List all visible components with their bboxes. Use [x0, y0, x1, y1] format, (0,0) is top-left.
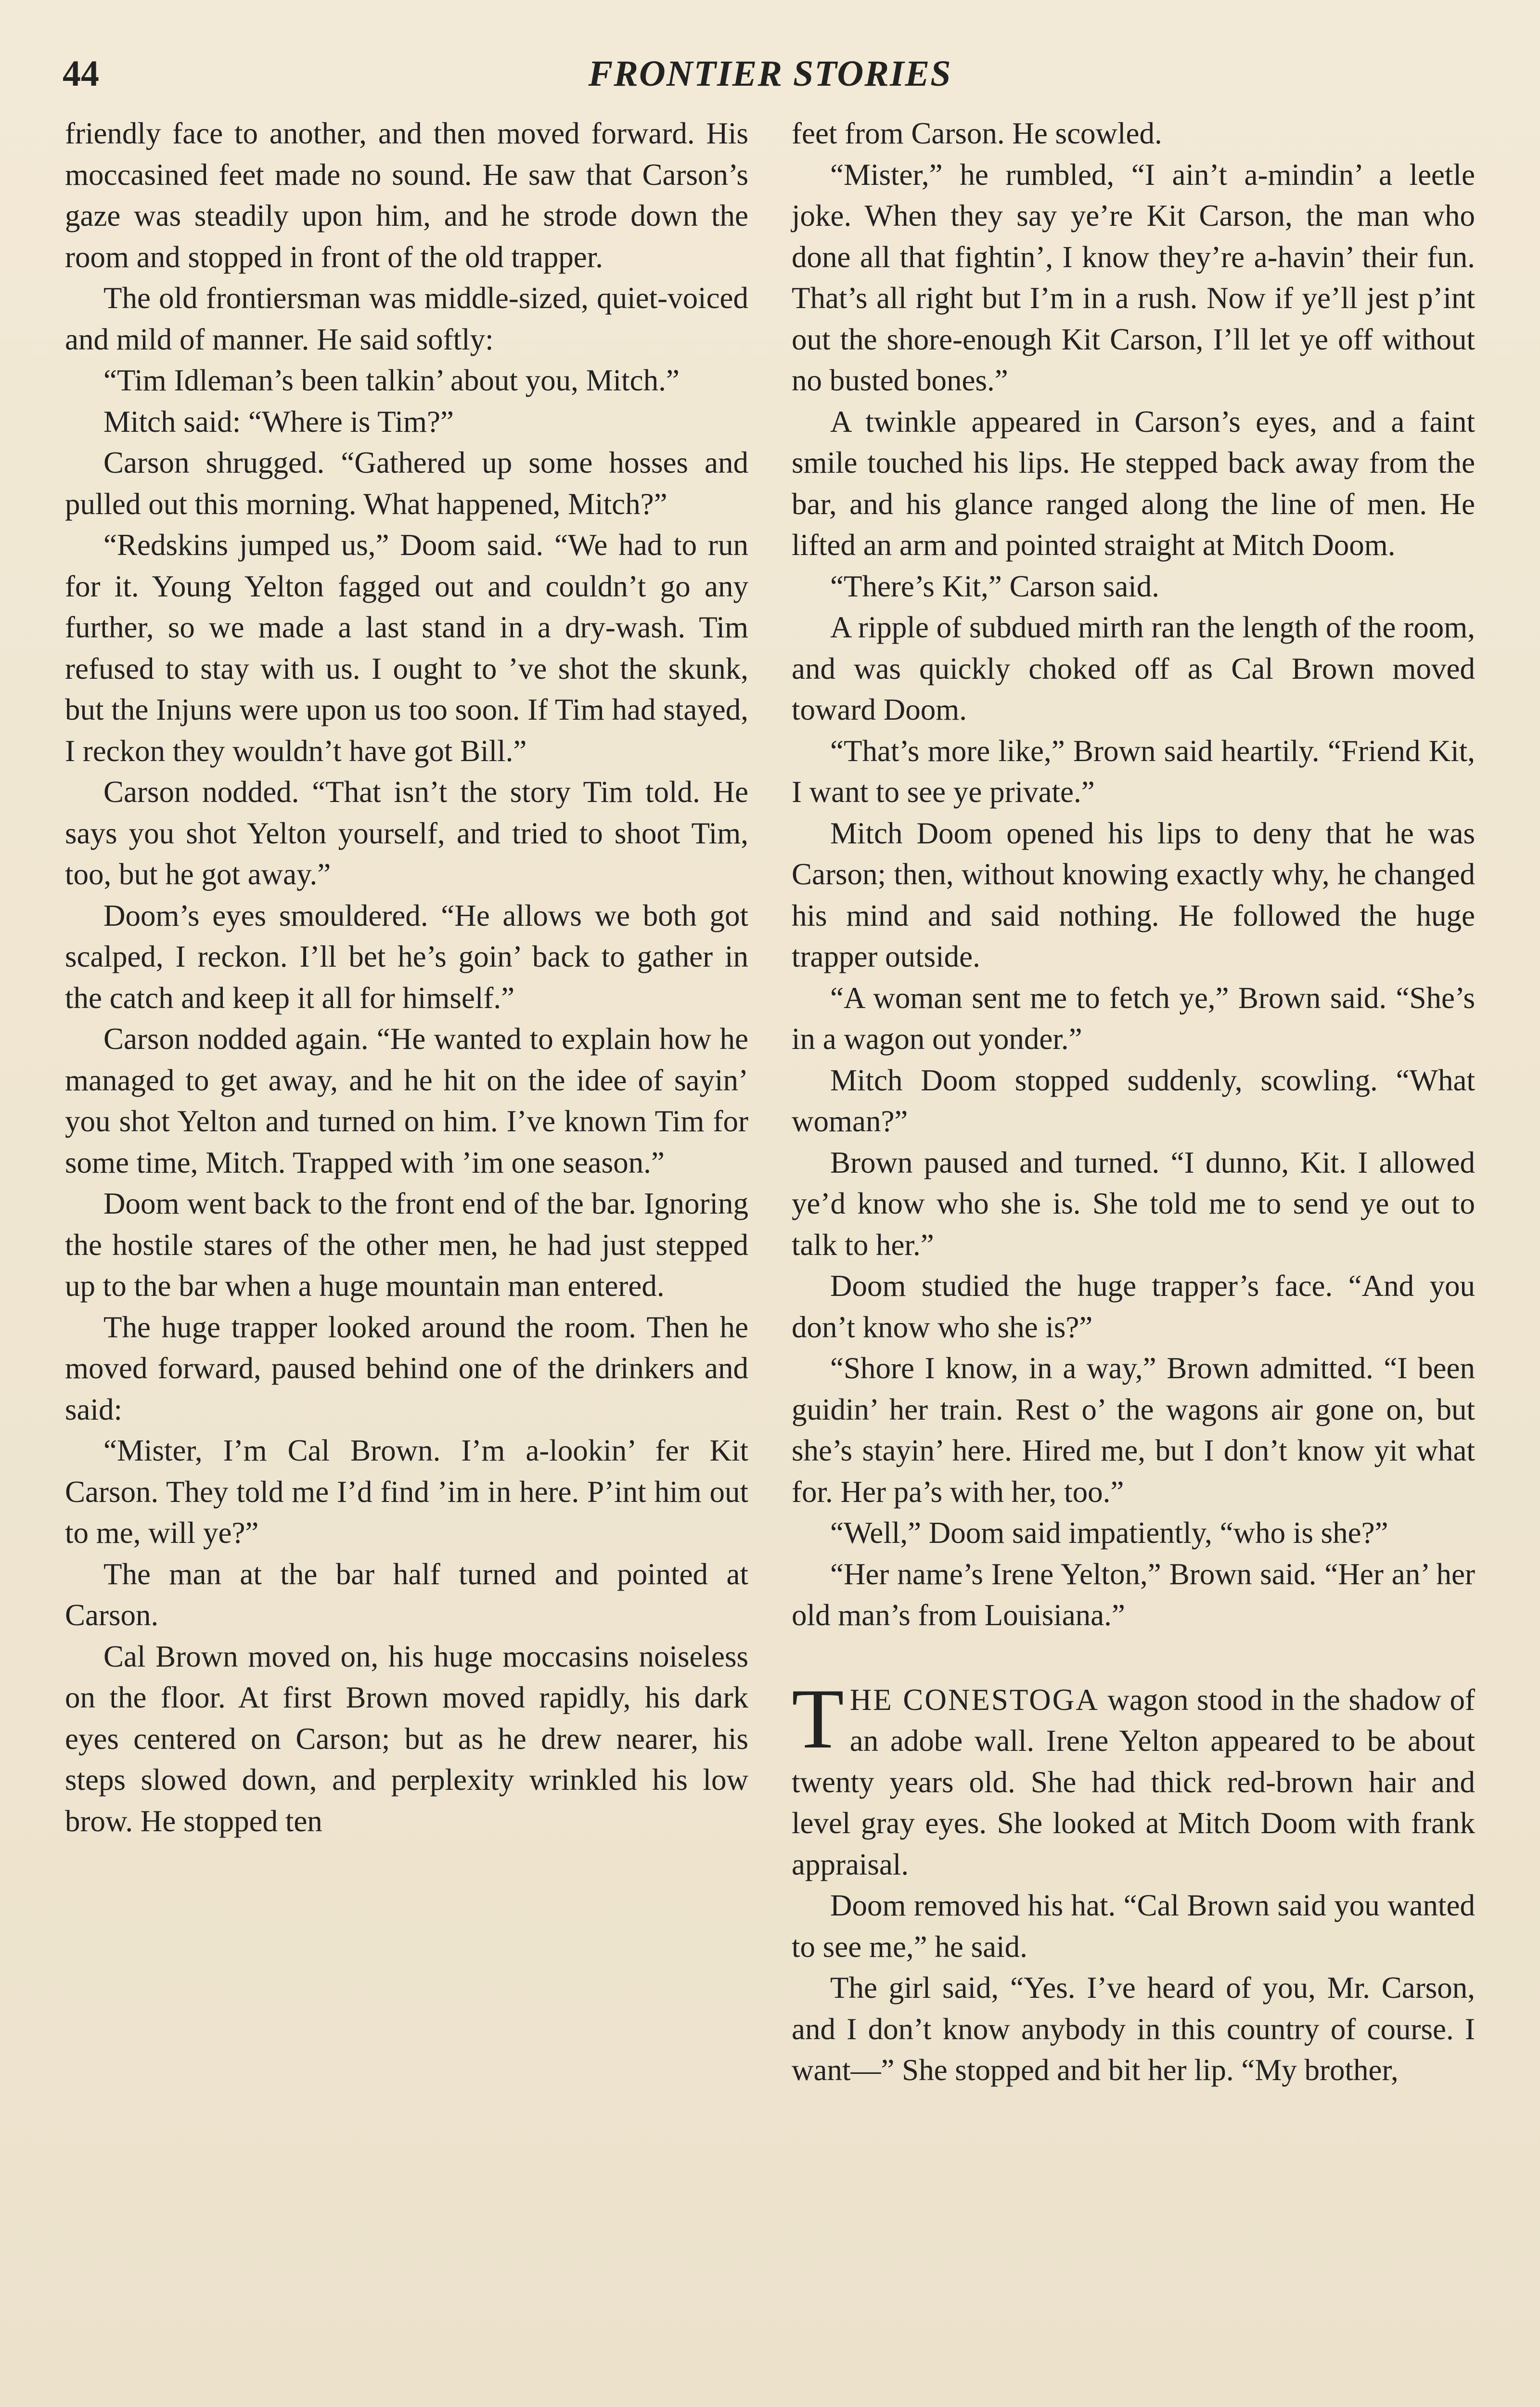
paragraph: Doom’s eyes smouldered. “He allows we both got scalped, I reckon. I’ll bet he’s goin’ back to gather in the catch and keep it all for himself.” [65, 898, 748, 1015]
paragraph: The huge trapper looked around the room. Then he moved forward, paused behind one of the drinkers and said: [65, 1310, 748, 1426]
right-column [792, 113, 1475, 2091]
paragraph: Mitch Doom opened his lips to deny that he was Carson; then, without knowing exactly why, he changed his mind and said nothing. He followed the huge trapper outside. [792, 816, 1475, 973]
section-opening-paragraph [792, 1670, 1475, 1886]
paragraph: friendly face to another, and then moved forward. His moccasined feet made no sound. He saw that Carson’s gaze was steadily upon him, and he strode down the room and stopped in front of the old trapper. [65, 116, 748, 274]
lead-in: HE CONESTOGA [849, 1682, 1099, 1717]
paragraph: “That’s more like,” Brown said heartily. “Friend Kit, I want to see ye private.” [792, 734, 1475, 809]
paragraph: “Her name’s Irene Yelton,” Brown said. “Her an’ her old man’s from Louisiana.” [792, 1557, 1475, 1632]
paragraph: Carson nodded again. “He wanted to explain how he managed to get away, and he hit on the idee of sayin’ you shot Yelton and turned on him. I’ve known Tim for some time, Mitch. Trapped with ’im one season.” [65, 1022, 748, 1179]
paragraph: “Shore I know, in a way,” Brown admitted. “I been guidin’ her train. Rest o’ the wagons air gone on, but she’s stayin’ here. Hired me, but I don’t know yit what for. Her pa’s with her, too.” [792, 1351, 1475, 1509]
paragraph: “Mister, I’m Cal Brown. I’m a-lookin’ fer Kit Carson. They told me I’d find ’im in here. P’int him out to me, will ye?” [65, 1434, 748, 1550]
page-number: 44 [63, 53, 99, 94]
paragraph: The man at the bar half turned and pointed at Carson. [65, 1557, 748, 1632]
paragraph: Mitch said: “Where is Tim?” [103, 404, 454, 439]
paragraph: “Well,” Doom said impatiently, “who is she?” [830, 1516, 1388, 1550]
paragraph: “A woman sent me to fetch ye,” Brown said. “She’s in a wagon out yonder.” [792, 981, 1475, 1056]
paragraph: The girl said, “Yes. I’ve heard of you, Mr. Carson, and I don’t know anybody in this country of course. I want—” She stopped and bit her lip. “My brother, [792, 1971, 1475, 2087]
drop-cap: T [792, 1670, 844, 1766]
paragraph: A ripple of subdued mirth ran the length of the room, and was quickly choked off as Cal Brown moved toward Doom. [792, 610, 1475, 726]
paragraph: Carson nodded. “That isn’t the story Tim told. He says you shot Yelton yourself, and tried to shoot Tim, too, but he got away.” [65, 775, 748, 891]
section-text: wagon stood in the shadow of an adobe wall. Irene Yelton appeared to be about twenty years old. She had thick red-brown hair and level gray eyes. She looked at Mitch Doom with frank appraisal. [792, 1682, 1475, 1881]
paragraph: “Tim Idleman’s been talkin’ about you, Mitch.” [103, 363, 680, 397]
paragraph: Mitch Doom stopped suddenly, scowling. “What woman?” [792, 1063, 1475, 1138]
paragraph: Doom went back to the front end of the bar. Ignoring the hostile stares of the other men, he had just stepped up to the bar when a huge mountain man entered. [65, 1187, 748, 1303]
paragraph: Brown paused and turned. “I dunno, Kit. I allowed ye’d know who she is. She told me to send ye out to talk to her.” [792, 1145, 1475, 1262]
paragraph: Cal Brown moved on, his huge moccasins noiseless on the floor. At first Brown moved rapidly, his dark eyes centered on Carson; but as he drew nearer, his steps slowed down, and perplexity wrinkled his low brow. He stopped ten [65, 1639, 748, 1838]
page-header [63, 53, 1477, 106]
paragraph: “Redskins jumped us,” Doom said. “We had to run for it. Young Yelton fagged out and couldn’t go any further, so we made a last stand in a dry-wash. Tim refused to stay with us. I ought to ’ve shot the skunk, but the Injuns were upon us too soon. If Tim had stayed, I reckon they wouldn’t have got Bill.” [65, 528, 748, 768]
paragraph: “There’s Kit,” Carson said. [830, 569, 1160, 603]
paragraph: feet from Carson. He scowled. [792, 116, 1162, 150]
paragraph: Carson shrugged. “Gathered up some hosses and pulled out this morning. What happened, Mitch?” [65, 446, 748, 521]
running-head: FRONTIER STORIES [588, 53, 952, 94]
paragraph: The old frontiersman was middle-sized, quiet-voiced and mild of manner. He said softly: [65, 281, 748, 356]
paragraph: Doom removed his hat. “Cal Brown said you wanted to see me,” he said. [792, 1889, 1475, 1964]
paragraph: Doom studied the huge trapper’s face. “And you don’t know who she is?” [792, 1269, 1475, 1344]
left-column [65, 113, 748, 1842]
paragraph: A twinkle appeared in Carson’s eyes, and a faint smile touched his lips. He stepped back away from the bar, and his glance ranged along the line of men. He lifted an arm and pointed straight at Mitch Doom. [792, 404, 1475, 562]
paragraph: “Mister,” he rumbled, “I ain’t a-mindin’ a leetle joke. When they say ye’re Kit Carson, the man who done all that fightin’, I know they’re a-havin’ their fun. That’s all right but I’m in a rush. Now if ye’ll jest p’int out the shore-enough Kit Carson, I’ll let ye off without no busted bones.” [792, 157, 1475, 397]
